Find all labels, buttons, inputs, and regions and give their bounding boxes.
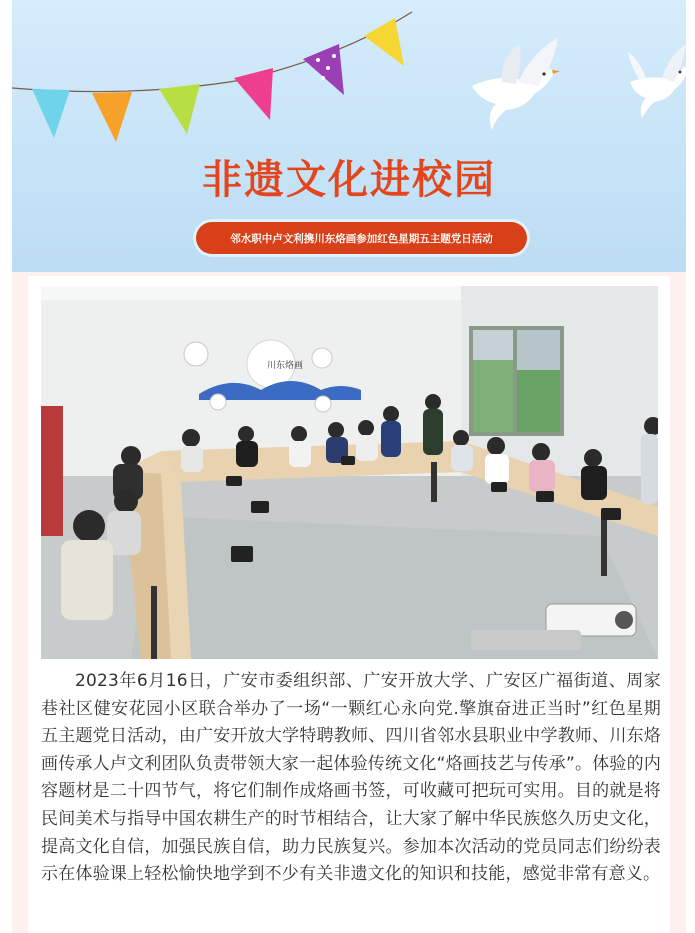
subtitle-badge bbox=[196, 222, 527, 254]
activity-photo bbox=[41, 286, 658, 659]
dove-icon bbox=[628, 44, 686, 118]
classroom-photo-illustration bbox=[41, 286, 658, 659]
article-paragraph: 2023年6月16日，广安市委组织部、广安开放大学、广安区广福街道、周家巷社区健安花园小区联合举办了一场“一颗红心永向党.擎旗奋进正当时”红色星期五主题党日活动，由广安开放大学特聘教师、四川省邻水县职业中学教师、川东烙画传承人卢文利团队负责带领大家一起体验传统文化“烙画技艺与传承”。体验的内容题材是二十四节气，将它们制作成烙画书签，可收藏可把玩可实用。目的就是将民间美术与指导中国农耕生产的时节相结合，让大家了解中华民族悠久历史文化，提高文化自信，加强民族自信，助力民族复兴。参加本次活动的党员同志们纷纷表示在体验课上轻松愉快地学到不少有关非遗文化的知识和技能，感觉非常有意义。 bbox=[41, 671, 662, 885]
wall-text: 川东烙画 bbox=[267, 361, 304, 371]
header-banner bbox=[12, 0, 686, 272]
page-title: 非遗文化进校园 bbox=[202, 157, 496, 203]
content-card bbox=[12, 272, 686, 933]
content-card-inner bbox=[28, 276, 670, 933]
dove-icon bbox=[472, 38, 560, 130]
bunting-flags bbox=[32, 18, 404, 142]
subtitle-text: 邻水职中卢文利携川东烙画参加红色星期五主题党日活动 bbox=[230, 232, 493, 245]
